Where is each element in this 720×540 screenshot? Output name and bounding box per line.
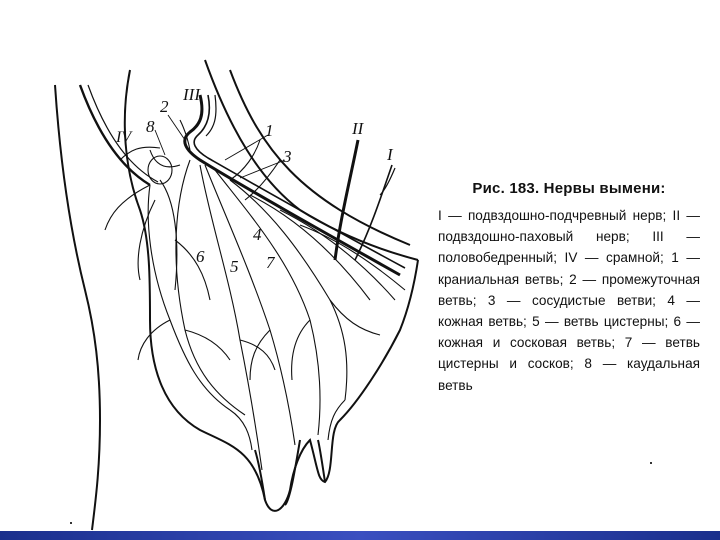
label-IV: IV <box>116 129 132 146</box>
label-6: 6 <box>196 247 205 266</box>
label-8: 8 <box>146 117 155 136</box>
label-III: III <box>183 85 200 104</box>
caption-body: I — подвздошно-подчревный нерв; II — подвздошно-паховый нерв; III — половобедренный; IV — срамной; 1 — краниальная ветвь; 2 — промежуточная ветвь; 3 — сосудистые ветви; 4 — кожная ветвь; 5 — ветвь цистерны; 6 — кожная и сосковая ветвь; 7 — ветвь цистерны и сосков; 8 — каудальная ветвь <box>438 208 700 393</box>
figure-caption <box>438 178 700 396</box>
bottom-accent-bar <box>0 531 720 540</box>
nerve-trunks <box>80 85 405 275</box>
label-II: II <box>352 119 364 138</box>
caption-title: Рис. 183. Нервы вымени: <box>472 180 666 197</box>
label-7: 7 <box>266 253 275 272</box>
label-5: 5 <box>230 257 239 276</box>
label-I: I <box>387 145 393 164</box>
label-2: 2 <box>160 97 169 116</box>
scan-speck <box>70 522 72 524</box>
label-4: 4 <box>253 225 262 244</box>
label-1: 1 <box>265 121 274 140</box>
scan-speck <box>650 462 652 464</box>
label-3: 3 <box>283 147 292 166</box>
